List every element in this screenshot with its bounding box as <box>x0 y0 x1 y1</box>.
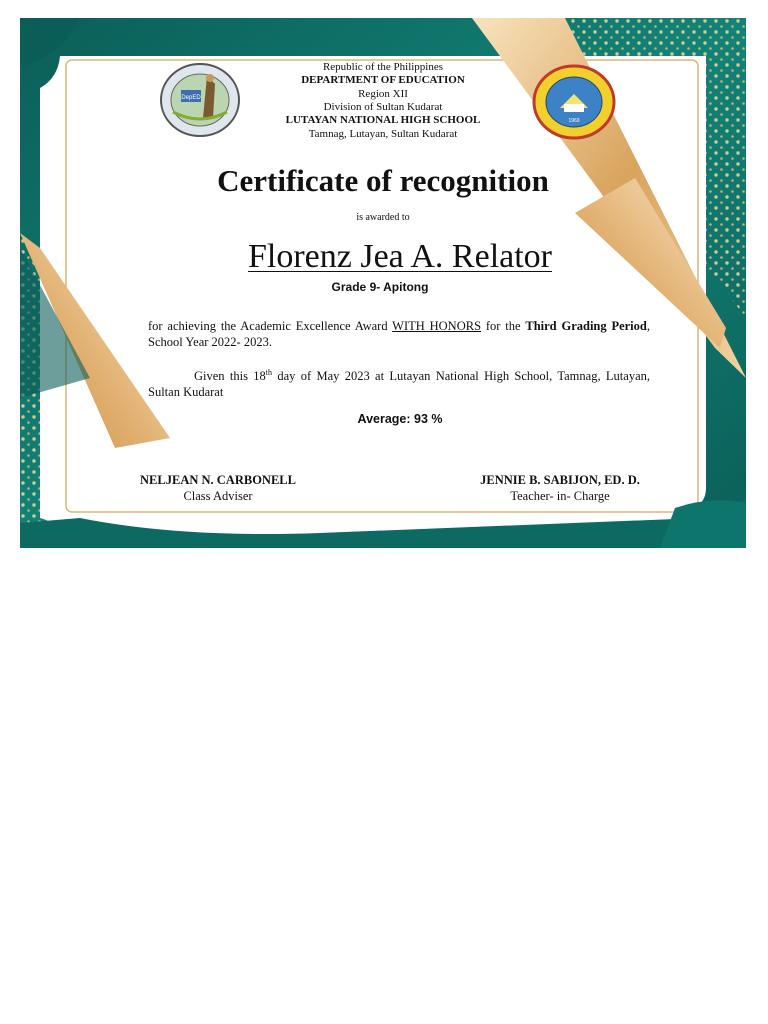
header-region: Region XII <box>358 88 408 100</box>
award-paragraph <box>148 318 650 350</box>
adviser-name: NELJEAN N. CARBONELL <box>140 473 296 487</box>
given-text: Given this 18 <box>194 369 266 383</box>
certificate-title: Certificate of recognition <box>217 163 549 198</box>
average-grade: Average: 93 % <box>357 412 443 426</box>
award-text: for achieving the Academic Excellence Award <box>148 319 393 333</box>
seal-badge: DepED <box>181 95 201 101</box>
certificate <box>20 18 746 548</box>
given-paragraph <box>148 368 650 400</box>
grading-period: Third Grading Period <box>525 319 647 333</box>
teacher-in-charge-name: JENNIE B. SABIJON, ED. D. <box>480 473 640 487</box>
awarded-to: is awarded to <box>356 212 410 223</box>
award-text: for the <box>481 319 526 333</box>
award-level: WITH HONORS <box>392 319 482 333</box>
grade-section: Grade 9- Apitong <box>331 280 429 294</box>
teacher-in-charge-role: Teacher- in- Charge <box>510 489 610 503</box>
recipient-name-text: Florenz Jea A. Relator <box>247 238 553 275</box>
adviser-role: Class Adviser <box>183 489 253 503</box>
given-text: day of May 2023 at Lutayan National High School, Tamnag, Lutayan, Sultan Kudarat <box>148 369 650 399</box>
header-republic: Republic of the Philippines <box>322 61 444 73</box>
ordinal-suffix: th <box>265 367 273 377</box>
school-year: , School Year 2022- 2023. <box>148 319 650 349</box>
header-address: Tamnag, Lutayan, Sultan Kudarat <box>308 128 458 140</box>
header-department: DEPARTMENT OF EDUCATION <box>301 74 465 86</box>
recipient-name <box>20 238 746 276</box>
header-school: LUTAYAN NATIONAL HIGH SCHOOL <box>285 114 481 126</box>
header-division: Division of Sultan Kudarat <box>323 101 443 113</box>
seal-year: 1969 <box>568 118 580 124</box>
